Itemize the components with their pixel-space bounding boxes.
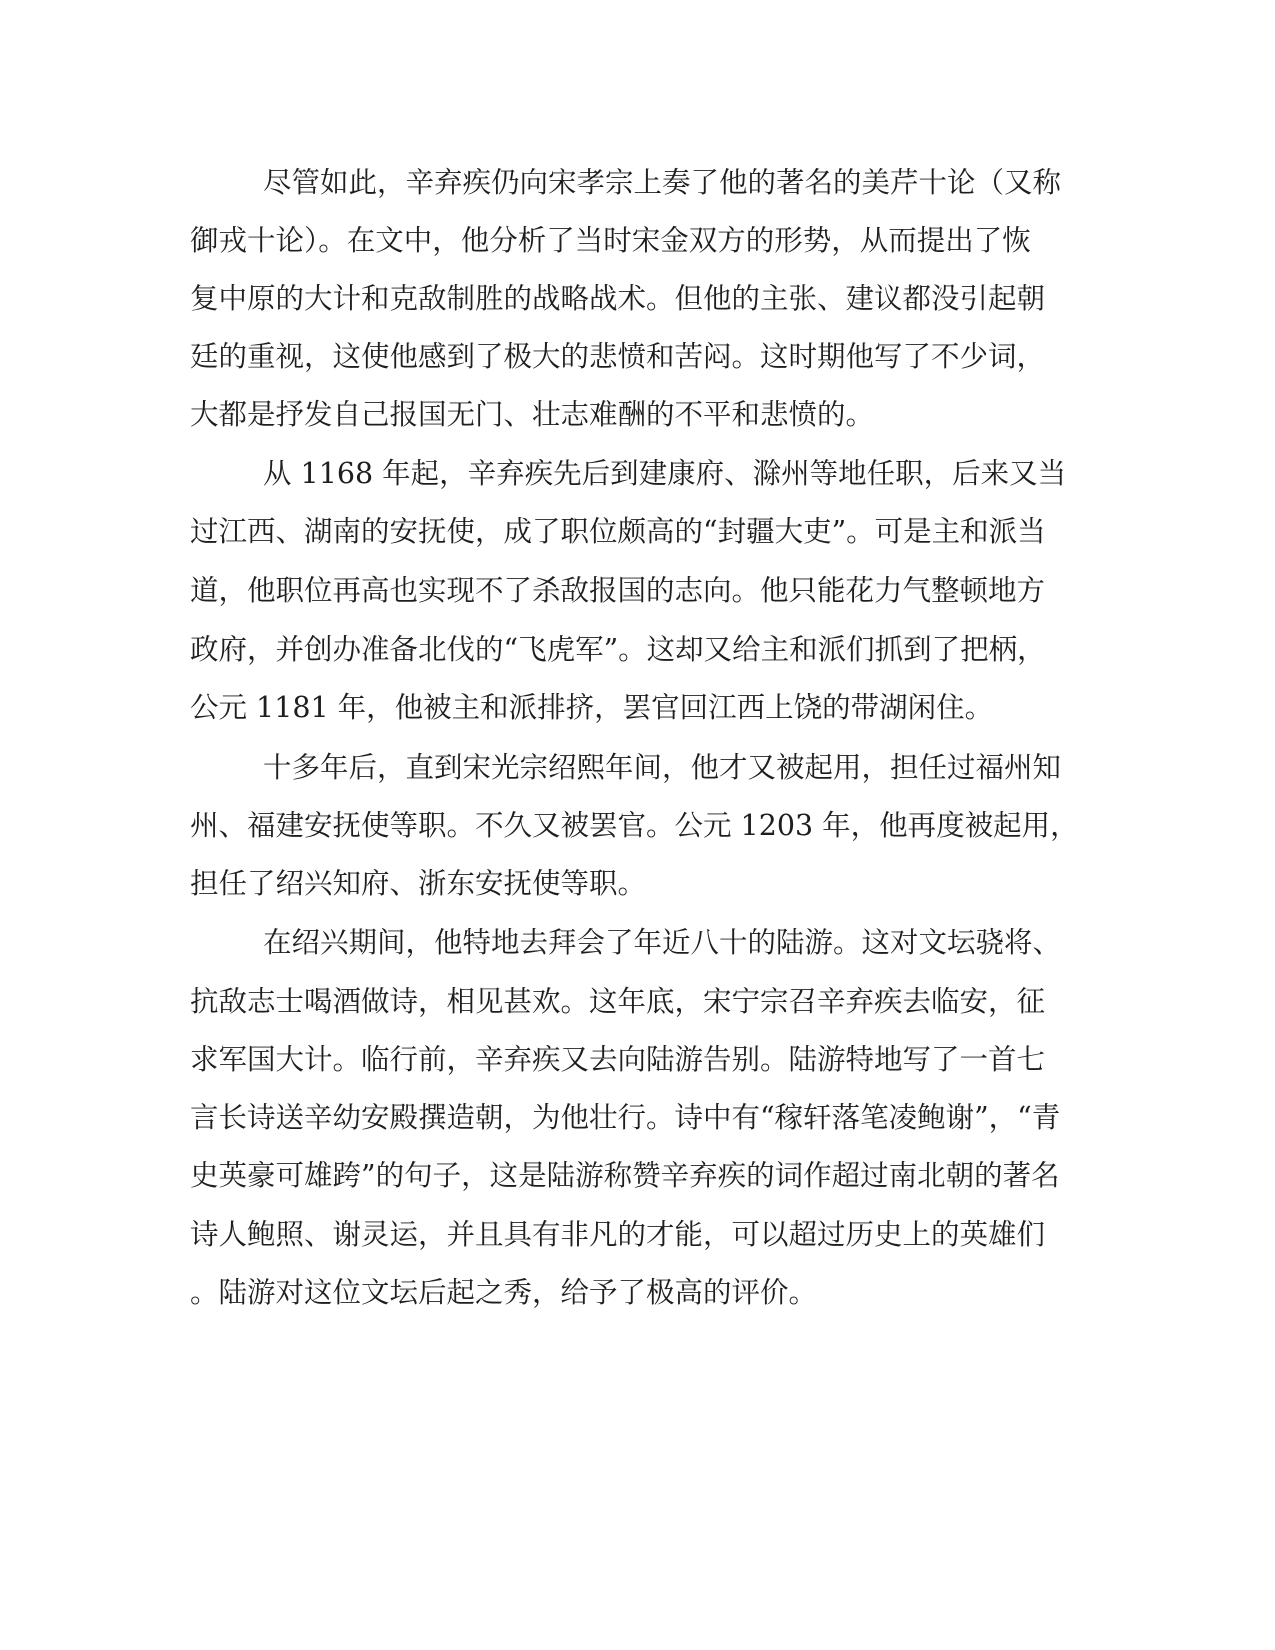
paragraph-1-line-5: 大都是抒发自己报国无门、壮志难酬的不平和悲愤的。 xyxy=(190,398,875,431)
paragraph-2-line-3: 道，他职位再高也实现不了杀敌报国的志向。他只能花力气整顿地方 xyxy=(190,574,1046,607)
paragraph-3-line-2: 州、福建安抚使等职。不久又被罢官。公元 1203 年，他再度被起用， xyxy=(190,809,1079,842)
paragraph-1-line-1: 尽管如此，辛弃疾仍向宋孝宗上奏了他的著名的美芹十论（又称 xyxy=(263,166,1062,199)
paragraph-2-line-4: 政府，并创办准备北伐的“飞虎军”。这却又给主和派们抓到了把柄， xyxy=(190,633,1046,666)
paragraph-2-line-2: 过江西、湖南的安抚使，成了职位颇高的“封疆大吏”。可是主和派当 xyxy=(190,515,1046,548)
paragraph-4-line-7: 。陆游对这位文坛后起之秀，给予了极高的评价。 xyxy=(190,1276,818,1309)
paragraph-1-line-4: 廷的重视，这使他感到了极大的悲愤和苦闷。这时期他写了不少词， xyxy=(190,340,1046,373)
paragraph-4-line-3: 求军国大计。临行前，辛弃疾又去向陆游告别。陆游特地写了一首七 xyxy=(190,1043,1046,1076)
paragraph-3-line-1: 十多年后，直到宋光宗绍熙年间，他才又被起用，担任过福州知 xyxy=(263,751,1062,784)
paragraph-4-line-1: 在绍兴期间，他特地去拜会了年近八十的陆游。这对文坛骁将、 xyxy=(263,926,1062,959)
paragraph-4-line-4: 言长诗送辛幼安殿撰造朝，为他壮行。诗中有“稼轩落笔凌鲍谢”，“青 xyxy=(190,1101,1061,1134)
paragraph-2-line-5: 公元 1181 年，他被主和派排挤，罢官回江西上饶的带湖闲住。 xyxy=(190,691,994,724)
paragraph-3-line-3: 担任了绍兴知府、浙东安抚使等职。 xyxy=(190,867,647,900)
paragraph-4-line-2: 抗敌志士喝酒做诗，相见甚欢。这年底，宋宁宗召辛弃疾去临安，征 xyxy=(190,985,1046,1018)
paragraph-4-line-5: 史英豪可雄跨”的句子，这是陆游称赞辛弃疾的词作超过南北朝的著名 xyxy=(190,1159,1060,1192)
paragraph-4-line-6: 诗人鲍照、谢灵运，并且具有非凡的才能，可以超过历史上的英雄们 xyxy=(190,1218,1046,1251)
paragraph-1-line-3: 复中原的大计和克敌制胜的战略战术。但他的主张、建议都没引起朝 xyxy=(190,282,1046,315)
paragraph-1-line-2: 御戎十论）。在文中，他分析了当时宋金双方的形势，从而提出了恢 xyxy=(190,224,1031,257)
paragraph-2-line-1: 从 1168 年起，辛弃疾先后到建康府、滁州等地任职，后来又当 xyxy=(263,457,1067,490)
